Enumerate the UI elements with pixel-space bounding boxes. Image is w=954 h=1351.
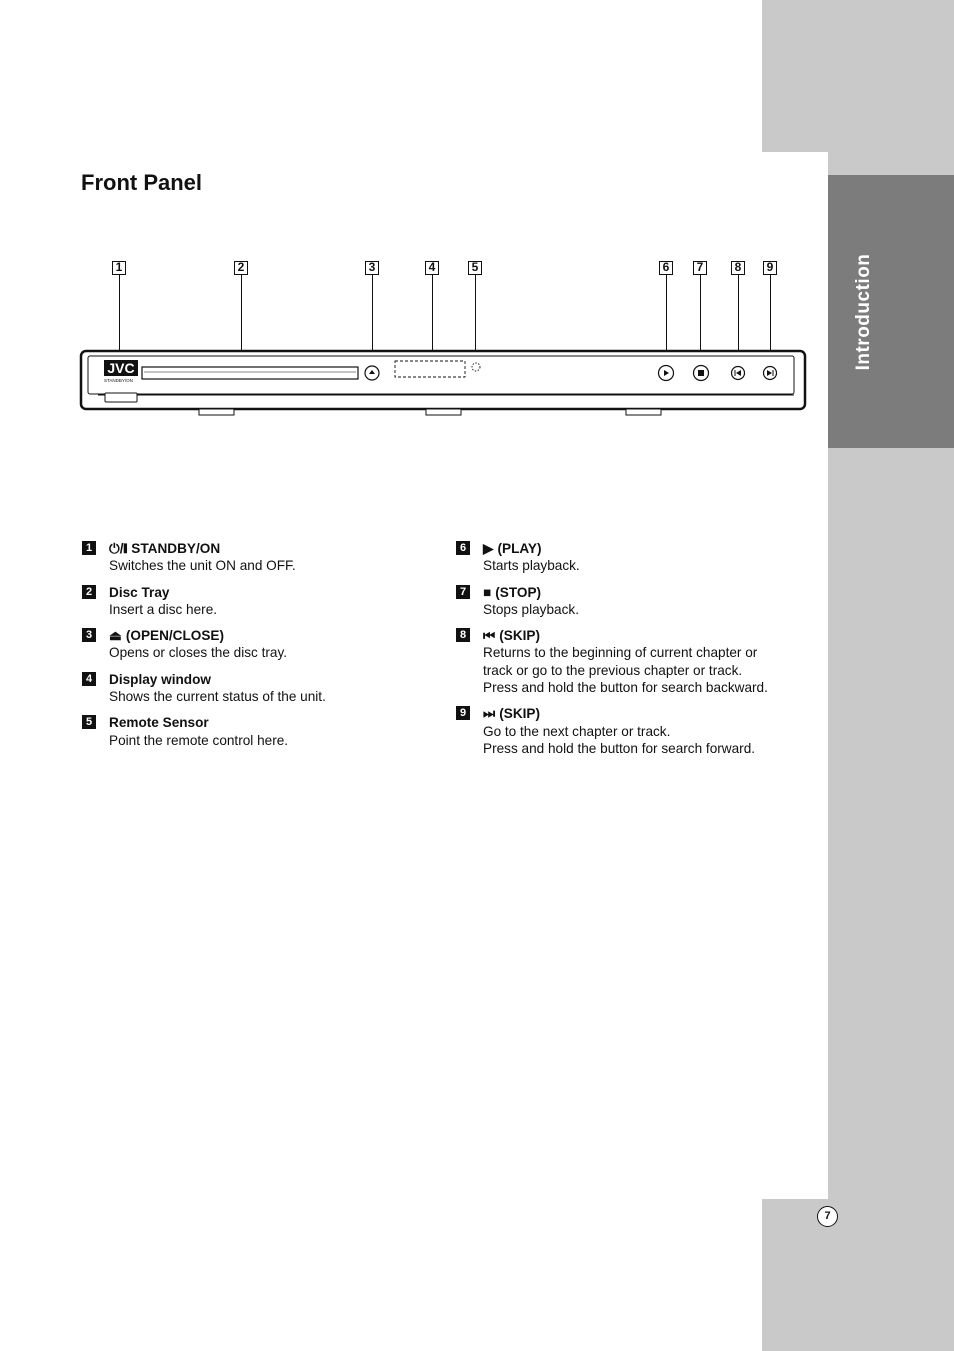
callout-5: 5 — [468, 261, 482, 275]
skip-back-icon: ⏮ — [483, 628, 496, 644]
item-number: 9 — [456, 706, 470, 720]
item-description: track or go to the previous chapter or track. — [483, 662, 743, 678]
callout-3: 3 — [365, 261, 379, 275]
item-heading — [109, 627, 432, 644]
foot — [199, 409, 234, 415]
callout-6: 6 — [659, 261, 673, 275]
item-number: 4 — [82, 672, 96, 686]
item-label: (SKIP) — [499, 706, 541, 722]
page-margin-band-top — [762, 0, 954, 152]
item-number: 5 — [82, 715, 96, 729]
item-description: Starts playback. — [483, 558, 580, 574]
item-skip-forward — [456, 705, 806, 757]
play-icon: ▶ — [483, 541, 494, 556]
page-title: Front Panel — [81, 170, 203, 195]
section-tab — [828, 175, 954, 448]
item-label: Disc Tray — [109, 584, 170, 600]
standby-label: STANDBY/ON — [104, 378, 133, 383]
item-description: Stops playback. — [483, 601, 579, 617]
callout-4: 4 — [425, 261, 439, 275]
page-number: 7 — [817, 1206, 838, 1227]
item-description: Shows the current status of the unit. — [109, 689, 326, 705]
item-heading — [483, 540, 806, 557]
item-heading — [483, 584, 806, 601]
item-play — [456, 540, 806, 575]
item-standby — [82, 540, 432, 575]
stop-icon: ■ — [483, 584, 492, 600]
callout-7: 7 — [693, 261, 707, 275]
item-description: Opens or closes the disc tray. — [109, 645, 288, 661]
item-number: 3 — [82, 628, 96, 642]
item-description: Insert a disc here. — [109, 601, 218, 617]
item-skip-back — [456, 627, 806, 696]
item-heading — [483, 627, 806, 644]
skip-forward-icon: ⏭ — [483, 706, 496, 722]
item-description: Press and hold the button for search backward. — [483, 680, 768, 696]
standby-button-slot — [105, 393, 137, 402]
item-remote-sensor — [82, 714, 432, 749]
item-open-close — [82, 627, 432, 662]
disc-tray — [142, 367, 358, 379]
item-label: (PLAY) — [497, 541, 542, 556]
items-left — [82, 540, 432, 758]
item-number: 1 — [82, 541, 96, 555]
item-number: 6 — [456, 541, 470, 555]
items-right — [456, 540, 806, 766]
callout-1: 1 — [112, 261, 126, 275]
item-label: Display window — [109, 671, 211, 687]
standby-icon: ⏻/❙ — [109, 541, 128, 556]
brand-logo-text: JVC — [107, 360, 135, 376]
item-heading — [483, 705, 806, 722]
item-label: (STOP) — [495, 584, 542, 600]
foot — [626, 409, 661, 415]
item-label: STANDBY/ON — [131, 541, 221, 556]
item-description: Switches the unit ON and OFF. — [109, 558, 296, 574]
item-label: (OPEN/CLOSE) — [125, 628, 225, 644]
item-number: 7 — [456, 585, 470, 599]
callout-2: 2 — [234, 261, 248, 275]
item-stop — [456, 584, 806, 619]
item-label: (SKIP) — [499, 628, 541, 644]
eject-icon: ⏏ — [109, 628, 122, 644]
item-display-window — [82, 671, 432, 706]
item-description: Go to the next chapter or track. — [483, 723, 671, 739]
item-description: Point the remote control here. — [109, 732, 289, 748]
callout-9: 9 — [763, 261, 777, 275]
item-label: Remote Sensor — [109, 715, 209, 731]
item-description: Press and hold the button for search forward. — [483, 740, 756, 756]
callout-8: 8 — [731, 261, 745, 275]
item-number: 8 — [456, 628, 470, 642]
item-number: 2 — [82, 585, 96, 599]
item-description: Returns to the beginning of current chapter or — [483, 645, 758, 661]
section-tab-label: Introduction — [853, 253, 874, 371]
front-panel-illustration — [78, 345, 808, 420]
item-heading — [109, 540, 432, 557]
foot — [426, 409, 461, 415]
item-disc-tray — [82, 584, 432, 619]
page-margin-band-bottom — [762, 1199, 954, 1351]
